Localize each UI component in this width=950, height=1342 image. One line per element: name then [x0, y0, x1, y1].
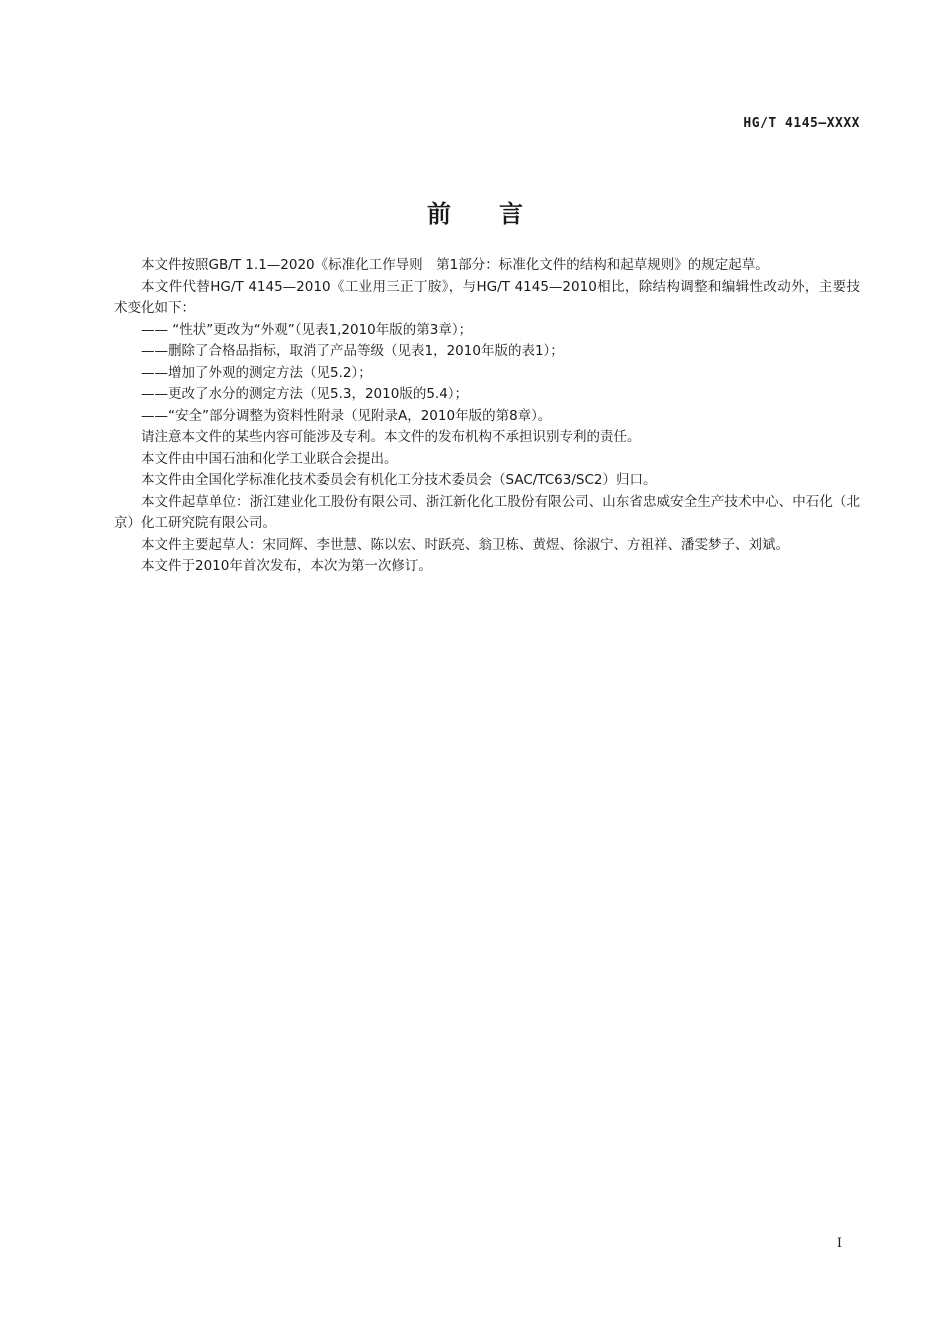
- change-item: —— “性状”更改为“外观”（见表1,2010年版的第3章）；: [141, 321, 473, 338]
- paragraph-committee: 本文件由全国化学标准化技术委员会有机化工分技术委员会（SAC/TC63/SC2）归口。: [141, 472, 657, 488]
- change-item: ——删除了合格品指标，取消了产品等级（见表1，2010年版的表1）；: [141, 343, 564, 359]
- page-title: 前言: [427, 200, 571, 228]
- paragraph-drafters: 本文件主要起草人：宋同辉、李世慧、陈以宏、时跃亮、翁卫栋、黄煜、徐淑宁、方祖祥、潘雯梦子、刘斌。: [141, 536, 789, 553]
- change-item: ——更改了水分的测定方法（见5.3，2010版的5.4）；: [141, 386, 469, 402]
- paragraph-proposer: 本文件由中国石油和化学工业联合会提出。: [141, 450, 398, 467]
- paragraph-replacement: 本文件代替HG/T 4145—2010《工业用三正丁胺》，与HG/T 4145—2010相比，除结构调整和编辑性改动外，主要技术变化如下：: [114, 278, 860, 316]
- change-item: ——增加了外观的测定方法（见5.2）；: [141, 364, 372, 381]
- paragraph-history: 本文件于2010年首次发布，本次为第一次修订。: [141, 558, 432, 574]
- foreword-body: [114, 255, 860, 578]
- paragraph-drafting-basis: 本文件按照GB/T 1.1—2020《标准化工作导则 第1部分：标准化文件的结构和起草规则》的规定起草。: [141, 257, 769, 273]
- paragraph-drafting-units: 本文件起草单位：浙江建业化工股份有限公司、浙江新化化工股份有限公司、山东省忠威安全生产技术中心、中石化（北京）化工研究院有限公司。: [114, 493, 860, 531]
- page-number: I: [836, 1236, 842, 1251]
- paragraph-patent-notice: 请注意本文件的某些内容可能涉及专利。本文件的发布机构不承担识别专利的责任。: [141, 429, 641, 445]
- document-code: HG/T 4145—XXXX: [743, 116, 860, 131]
- change-item: ——“安全”部分调整为资料性附录（见附录A，2010年版的第8章）。: [141, 407, 552, 424]
